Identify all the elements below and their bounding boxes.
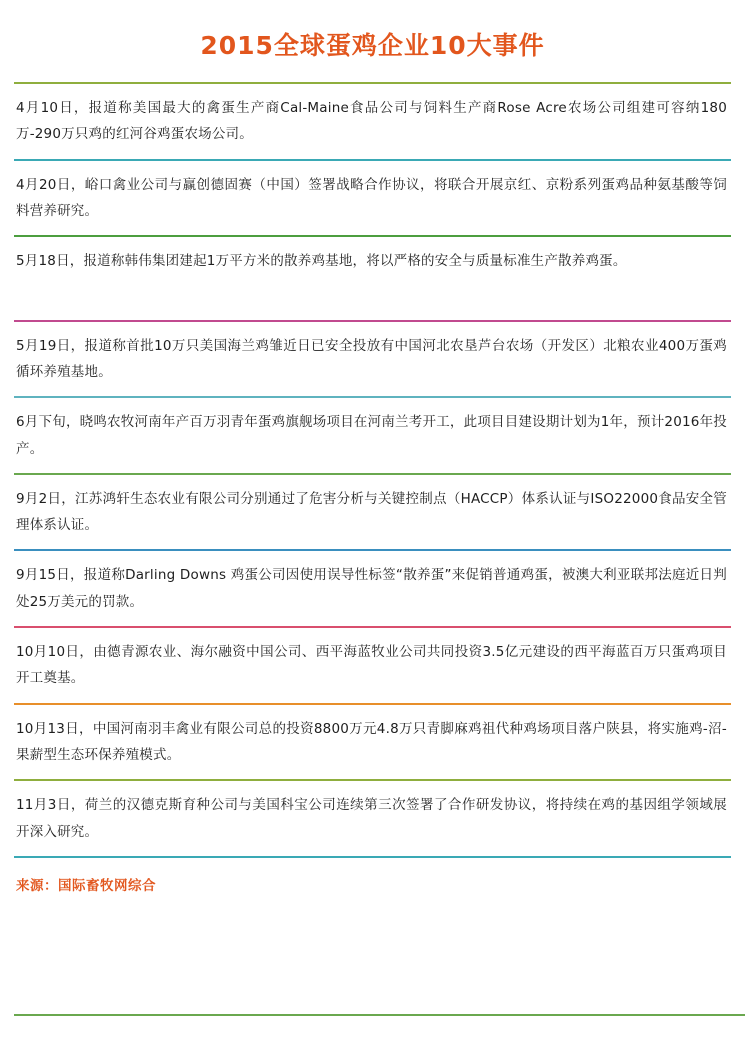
list-item-2 — [14, 161, 731, 236]
event-text-2: 4月20日，峪口禽业公司与赢创德固赛（中国）签署战略合作协议，将联合开展京红、京粉系列蛋鸡品种氨基酸等饲料营养研究。 — [16, 176, 727, 219]
event-text-10: 11月3日，荷兰的汉德克斯育种公司与美国科宝公司连续第三次签署了合作研发协议，将持续在鸡的基因组学领域展开深入研究。 — [16, 797, 727, 840]
list-item-5 — [14, 398, 731, 473]
event-text-6: 9月2日，江苏鸿轩生态农业有限公司分别通过了危害分析与关键控制点（HACCP）体系认证与ISO22000食品安全管理体系认证。 — [16, 490, 727, 534]
source-line: 来源：国际畜牧网综合 — [16, 877, 156, 894]
list-item-7 — [14, 551, 731, 626]
list-item-10 — [14, 781, 731, 856]
list-item-4 — [14, 322, 731, 397]
event-text-4: 5月19日，报道称首批10万只美国海兰鸡雏近日已安全投放有中国河北农垦芦台农场（开发区）北粮农业400万蛋鸡循环养殖基地。 — [16, 337, 727, 380]
event-text-9: 10月13日，中国河南羽丰禽业有限公司总的投资8800万元4.8万只青脚麻鸡祖代种鸡场项目落户陕县，将实施鸡-沼-果薪型生态环保养殖模式。 — [16, 720, 727, 763]
event-text-3: 5月18日，报道称韩伟集团建起1万平方米的散养鸡基地，将以严格的安全与质量标准生产散养鸡蛋。 — [16, 253, 627, 270]
divider-bottom — [14, 1014, 745, 1016]
list-item-8 — [14, 628, 731, 703]
page-title: 2015全球蛋鸡企业10大事件 — [200, 31, 545, 60]
item-3-spacer — [16, 275, 727, 309]
event-text-1: 4月10日，报道称美国最大的禽蛋生产商Cal-Maine食品公司与饲料生产商Rose Acre农场公司组建可容纳180万-290万只鸡的红河谷鸡蛋农场公司。 — [16, 100, 727, 143]
event-text-5: 6月下旬，晓鸣农牧河南年产百万羽青年蛋鸡旗舰场项目在河南兰考开工，此项目目建设期计划为1年，预计2016年投产。 — [16, 414, 727, 457]
event-text-7: 9月15日，报道称Darling Downs 鸡蛋公司因使用误导性标签“散养蛋”来促销普通鸡蛋，被澳大利亚联邦法庭近日判处25万美元的罚款。 — [16, 567, 727, 610]
list-item-1 — [14, 84, 731, 159]
list-item-3 — [14, 237, 731, 319]
event-text-8: 10月10日，由德青源农业、海尔融资中国公司、西平海蓝牧业公司共同投资3.5亿元建设的西平海蓝百万只蛋鸡项目开工奠基。 — [16, 644, 727, 687]
list-item-6 — [14, 475, 731, 550]
list-item-9 — [14, 705, 731, 780]
